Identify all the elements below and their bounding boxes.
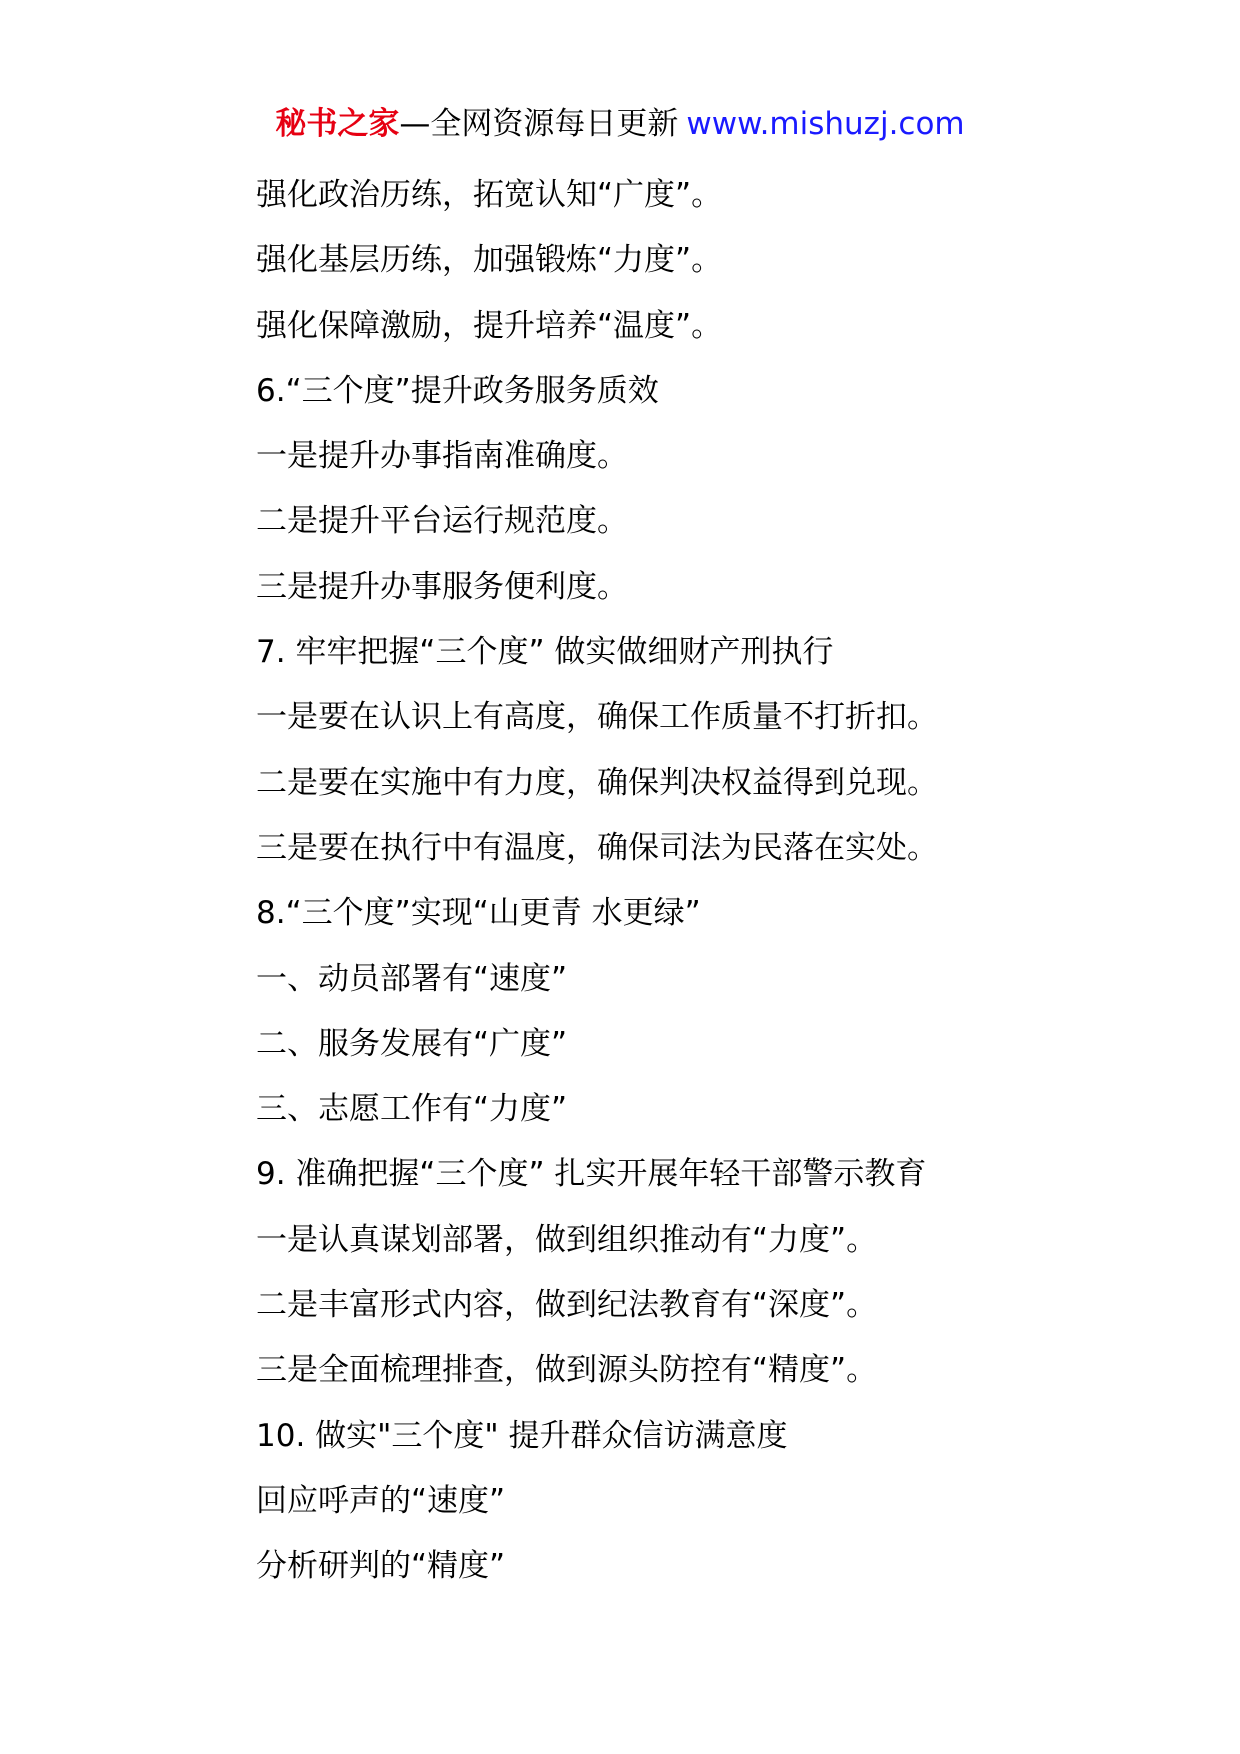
site-url-link[interactable]: www.mishuzj.com [686,106,965,142]
body-line: 三是全面梳理排查，做到源头防控有“精度”。 [256,1352,878,1389]
body-line: 强化政治历练，拓宽认知“广度”。 [256,177,723,213]
body-line: 强化保障激励，提升培养“温度”。 [256,307,723,344]
body-line: 三、志愿工作有“力度” [256,1091,568,1128]
body-line: 二是丰富形式内容，做到纪法教育有“深度”。 [256,1287,878,1324]
body-line: 三是提升办事服务便利度。 [256,568,628,605]
brand-name: 秘书之家 [275,106,400,142]
site-header [0,98,1240,150]
body-line: 二是要在实施中有力度，确保判决权益得到兑现。 [256,764,938,801]
section-heading: 6.“三个度”提升政务服务质效 [256,372,659,409]
body-line: 一是提升办事指南准确度。 [256,438,628,475]
body-line: 一是要在认识上有高度，确保工作质量不打折扣。 [256,699,938,736]
section-heading: 9. 准确把握“三个度” 扎实开展年轻干部警示教育 [256,1156,927,1193]
body-line: 一、动员部署有“速度” [256,960,568,997]
body-line: 强化基层历练，加强锻炼“力度”。 [256,242,723,279]
section-heading: 7. 牢牢把握“三个度” 做实做细财产刑执行 [256,634,834,671]
body-line: 一是认真谋划部署，做到组织推动有“力度”。 [256,1221,878,1258]
body-line: 回应呼声的“速度” [256,1482,506,1519]
header-tagline: —全网资源每日更新 [399,106,679,142]
document-body [256,163,1216,1600]
body-line: 二是提升平台运行规范度。 [256,503,628,540]
section-heading: 10. 做实"三个度" 提升群众信访满意度 [256,1417,788,1454]
body-line: 三是要在执行中有温度，确保司法为民落在实处。 [256,829,938,866]
body-line: 二、服务发展有“广度” [256,1025,568,1062]
body-line: 分析研判的“精度” [256,1548,506,1585]
section-heading: 8.“三个度”实现“山更青 水更绿” [256,895,701,932]
